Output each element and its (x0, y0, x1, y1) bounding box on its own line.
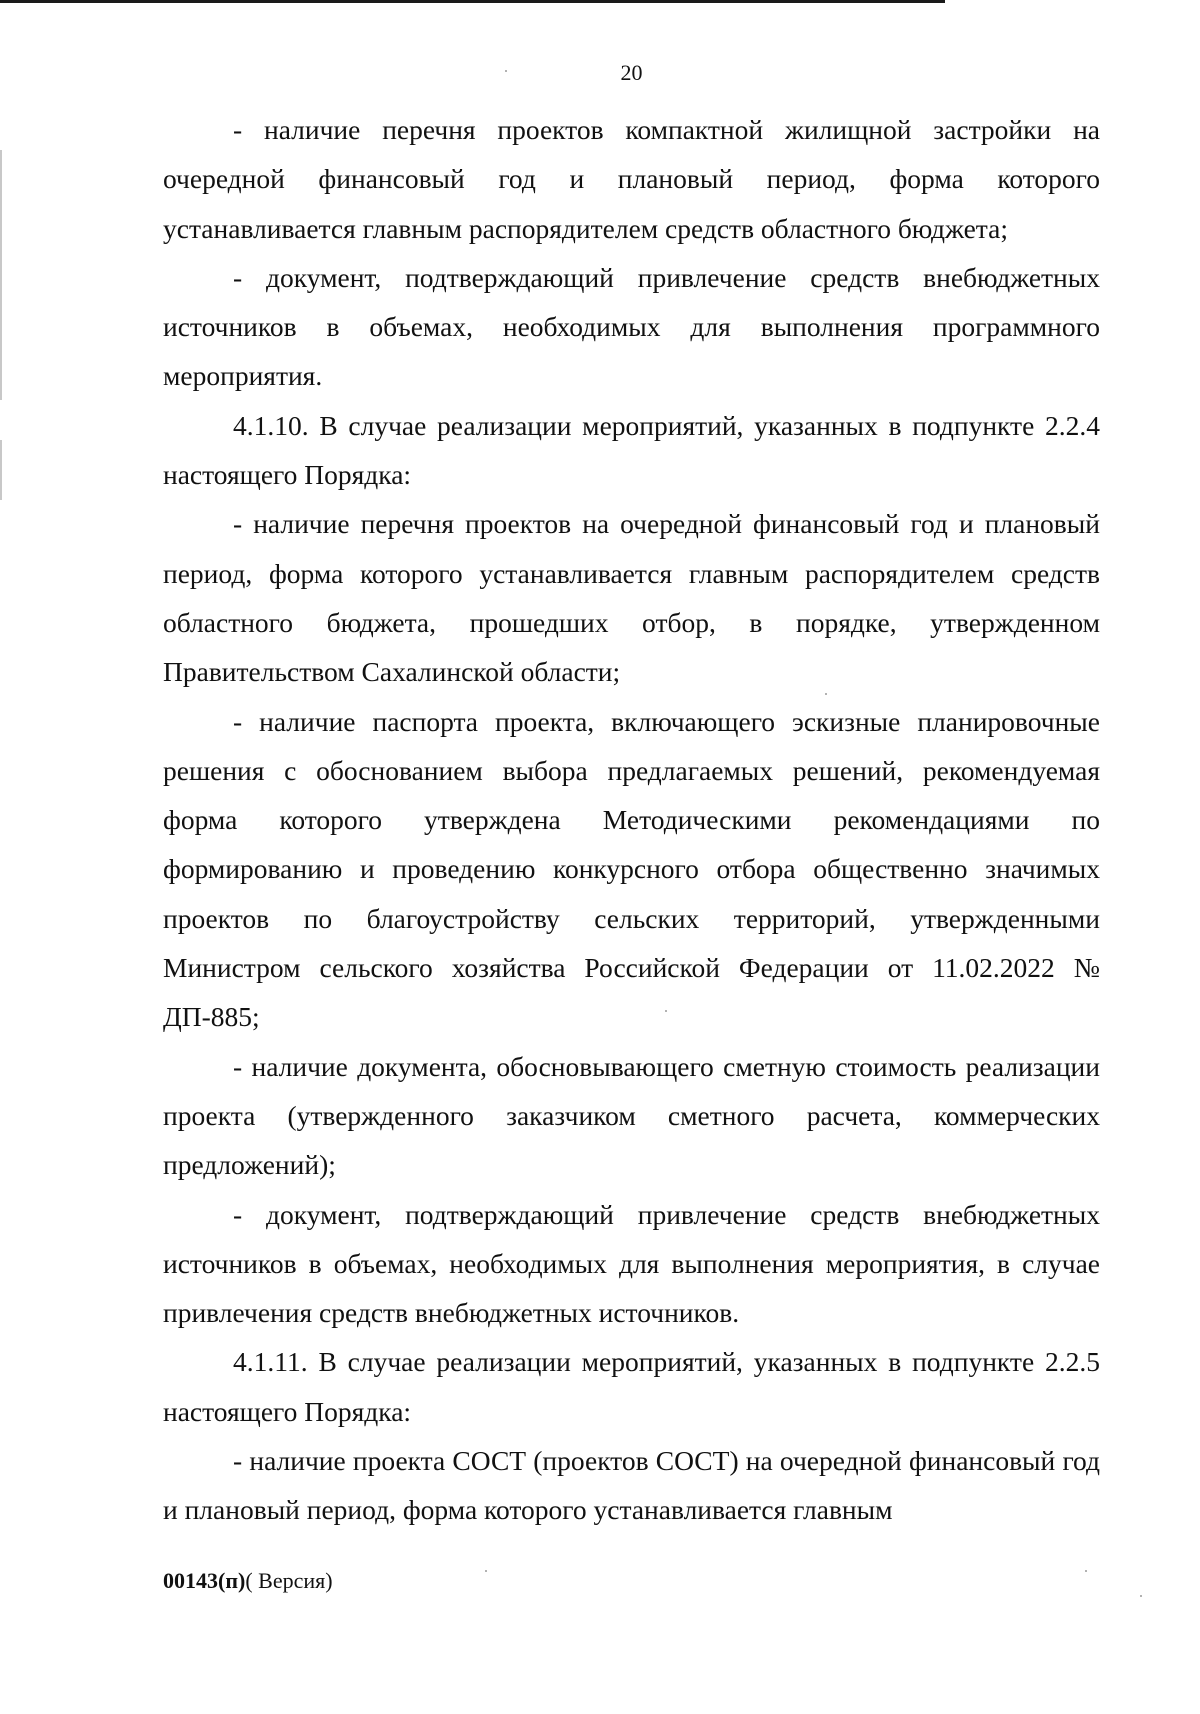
paragraph: - наличие паспорта проекта, включающего эскизные планировочные решения с обоснованием выбора предлагаемых решений, рекомендуемая форма которого утверждена Методическими рекомендациями по формированию и проведению конкурсного отбора общественно значимых проектов по благоустройству сельских территорий, утвержденными Министром сельского хозяйства Российской Федерации от 11.02.2022 № ДП-885; (163, 705, 1100, 1033)
scan-speck (1140, 1595, 1142, 1597)
document-body (163, 105, 1100, 1535)
paragraph: - документ, подтверждающий привлечение средств внебюджетных источников в объемах, необходимых для выполнения мероприятия, в случае привлечения средств внебюджетных источников. (163, 1198, 1100, 1329)
scan-edge-shadow (0, 440, 2, 500)
document-version: ( Версия) (245, 1568, 333, 1593)
scan-speck (665, 1010, 667, 1012)
paragraph: - наличие перечня проектов компактной жилищной застройки на очередной финансовый год и плановый период, форма которого устанавливается главным распорядителем средств областного бюджета; (163, 114, 1100, 244)
top-border-line (0, 0, 945, 3)
paragraph: - наличие перечня проектов на очередной финансовый год и плановый период, форма которого устанавливается главным распорядителем средств областного бюджета, прошедших отбор, в порядке, утвержденном Правительством Сахалинской области; (163, 508, 1100, 688)
document-code: 00143(п) (163, 1568, 246, 1593)
scan-speck (505, 70, 507, 72)
scan-speck (825, 693, 827, 695)
paragraph: 4.1.11. В случае реализации мероприятий, указанных в подпункте 2.2.5 настоящего Порядка: (163, 1346, 1100, 1427)
scan-speck (1085, 1570, 1087, 1572)
page-number: 20 (620, 60, 643, 85)
paragraph: - документ, подтверждающий привлечение средств внебюджетных источников в объемах, необходимых для выполнения программного мероприятия. (163, 261, 1100, 392)
scan-speck (485, 1570, 487, 1572)
paragraph: 4.1.10. В случае реализации мероприятий, указанных в подпункте 2.2.4 настоящего Порядка: (163, 409, 1100, 491)
scan-edge-shadow (0, 150, 2, 400)
document-footer (163, 1568, 333, 1594)
paragraph: - наличие проекта СОСТ (проектов СОСТ) на очередной финансовый год и плановый период, форма которого устанавливается главным (163, 1445, 1100, 1526)
paragraph: - наличие документа, обосновывающего сметную стоимость реализации проекта (утвержденного заказчиком сметного расчета, коммерческих предложений); (163, 1050, 1100, 1181)
